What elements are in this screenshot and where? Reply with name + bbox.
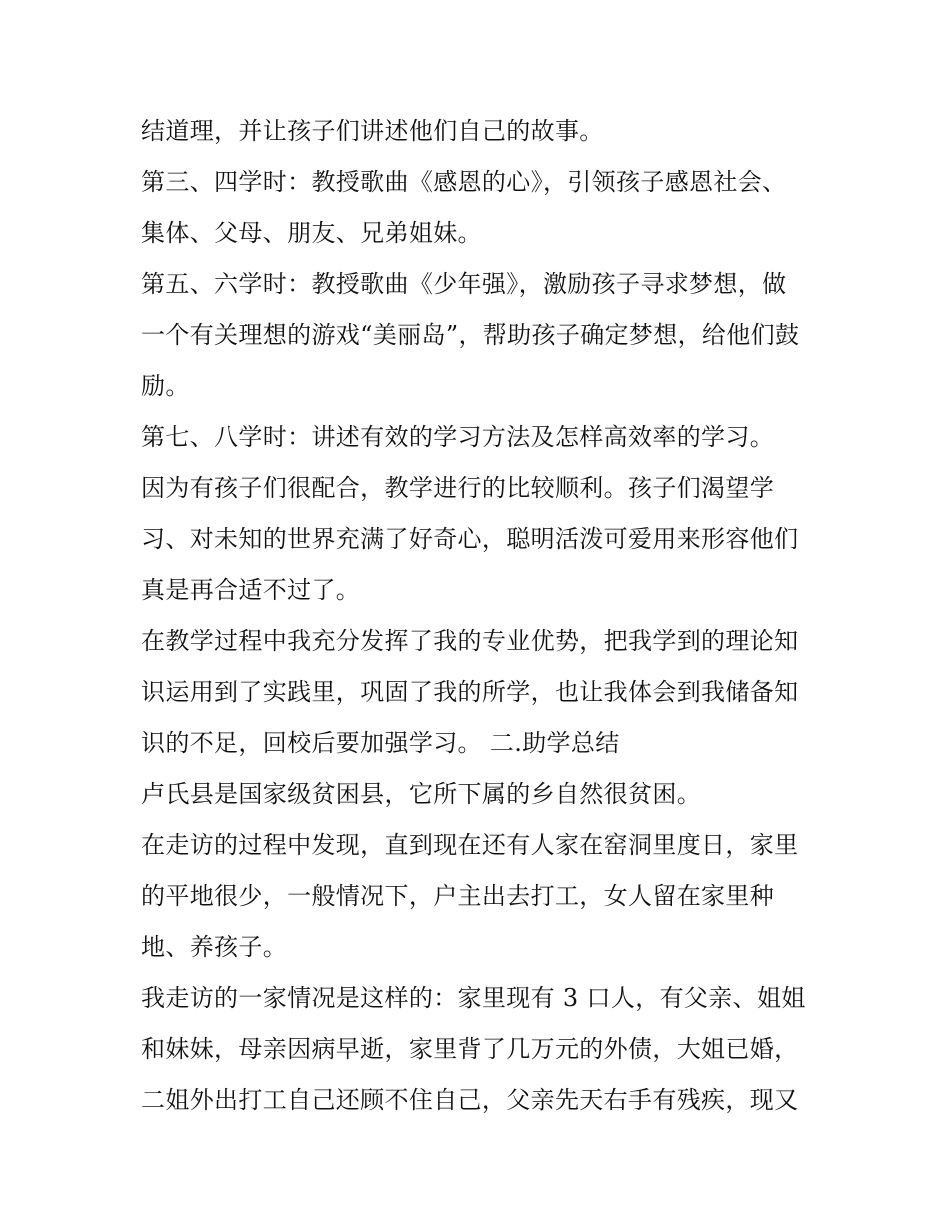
text-line: 一个有关理想的游戏“美丽岛”，帮助孩子确定梦想，给他们鼓 — [141, 321, 800, 349]
text-line: 结道理，并让孩子们讲述他们自己的故事。 — [141, 117, 604, 145]
text-line: 因为有孩子们很配合，教学进行的比较顺利。孩子们渴望学 — [141, 474, 775, 502]
text-line: 集体、父母、朋友、兄弟姐妹。 — [141, 219, 482, 247]
document-body — [141, 106, 821, 1126]
text-line: 第三、四学时：教授歌曲《感恩的心》，引领孩子感恩社会、 — [141, 168, 787, 196]
text-line: 卢氏县是国家级贫困县，它所下属的乡自然很贫困。 — [141, 780, 702, 808]
text-line: 和妹妹，母亲因病早逝，家里背了几万元的外债，大姐已婚， — [141, 1035, 799, 1063]
text-line: 习、对未知的世界充满了好奇心，聪明活泼可爱用来形容他们 — [141, 525, 799, 553]
text-line: 第五、六学时：教授歌曲《少年强》，激励孩子寻求梦想，做 — [141, 270, 787, 298]
text-line: 地、养孩子。 — [141, 933, 288, 961]
text-line: 的平地很少，一般情况下，户主出去打工，女人留在家里种 — [141, 882, 775, 910]
text-line: 在教学过程中我充分发挥了我的专业优势，把我学到的理论知 — [141, 627, 799, 655]
text-line: 励。 — [141, 372, 190, 400]
text-line: 真是再合适不过了。 — [141, 576, 361, 604]
text-line: 识运用到了实践里，巩固了我的所学，也让我体会到我储备知 — [141, 678, 799, 706]
text-line: 在走访的过程中发现，直到现在还有人家在窑洞里度日，家里 — [141, 831, 799, 859]
text-line: 识的不足，回校后要加强学习。 二.助学总结 — [141, 729, 620, 757]
text-line: 第七、八学时：讲述有效的学习方法及怎样高效率的学习。 — [141, 423, 775, 451]
text-line: 我走访的一家情况是这样的：家里现有 3 口人，有父亲、姐姐 — [141, 984, 806, 1012]
text-line: 二姐外出打工自己还顾不住自己，父亲先天右手有残疾，现又 — [141, 1086, 799, 1114]
